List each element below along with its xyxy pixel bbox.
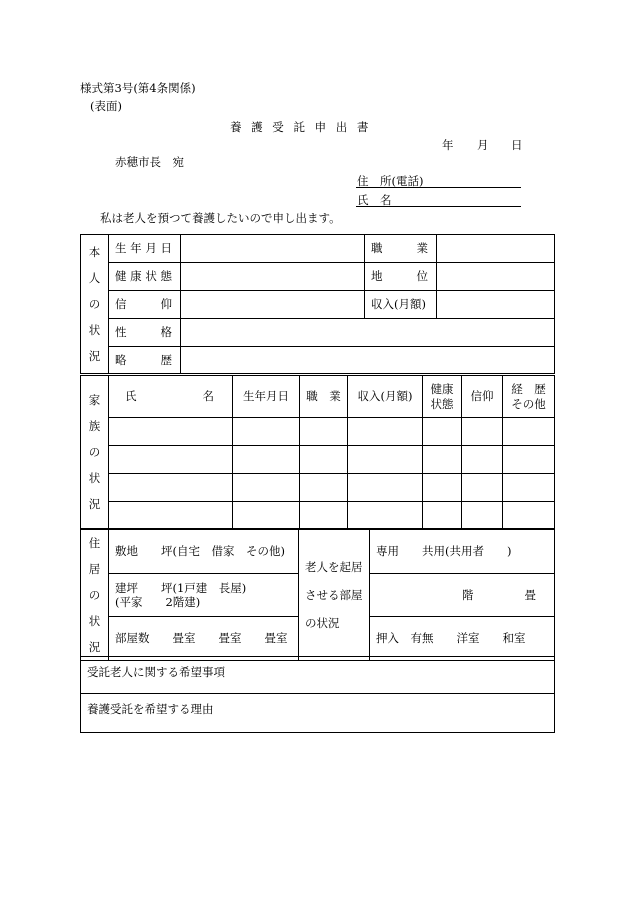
field-health [181, 263, 365, 291]
label-personality: 性 格 [109, 319, 181, 347]
label-position: 地 位 [365, 263, 437, 291]
name-label: 氏 名 [357, 193, 392, 207]
header-occupation: 職 業 [300, 376, 348, 418]
date-month: 月 [477, 138, 489, 152]
address-label: 住 所(電話) [357, 174, 424, 188]
wishes-field: 受託老人に関する希望事項 [81, 657, 555, 694]
room-floor-tatami: 階 畳 [370, 573, 555, 617]
family-row [81, 418, 555, 446]
header-faith: 信仰 [462, 376, 503, 418]
statement: 私は老人を預つて養護したいので申し出ます。 [100, 211, 341, 225]
header-health: 健康 状態 [423, 376, 462, 418]
building-area: 建坪 坪(1戸建 長屋) (平家 2階建) [109, 573, 299, 617]
header-birth-date: 生年月日 [233, 376, 300, 418]
room-condition-label: 老人を起居 させる部屋 の状況 [299, 530, 370, 661]
header-name: 氏 名 [109, 376, 233, 418]
label-history: 略 歴 [109, 347, 181, 374]
housing-section-label: 住 居 の 状 況 [81, 530, 109, 661]
room-use: 専用 共用(共用者 ) [370, 530, 555, 574]
family-section-label: 家 族 の 状 況 [81, 376, 109, 529]
person-section-label: 本 人 の 状 況 [81, 235, 109, 374]
label-birth-date: 生年月日 [109, 235, 181, 263]
reason-field: 養護受託を希望する理由 [81, 694, 555, 733]
label-faith: 信 仰 [109, 291, 181, 319]
form-number: 様式第3号(第4条関係) [80, 81, 196, 95]
family-row [81, 446, 555, 474]
form-side: (表面) [90, 99, 122, 113]
form-title: 養 護 受 託 申 出 書 [230, 120, 372, 134]
room-count: 部屋数 畳室 畳室 畳室 [109, 617, 299, 661]
person-section-table [80, 234, 555, 374]
family-row [81, 502, 555, 529]
field-faith [181, 291, 365, 319]
header-history: 経 歴 その他 [503, 376, 555, 418]
field-occupation [437, 235, 555, 263]
header-income: 収入(月額) [348, 376, 423, 418]
field-income [437, 291, 555, 319]
closet-room-type: 押入 有無 洋室 和室 [370, 617, 555, 661]
address-line [356, 187, 521, 188]
field-position [437, 263, 555, 291]
family-section-table [80, 375, 555, 529]
housing-section-table [80, 529, 555, 661]
family-row [81, 474, 555, 502]
field-history [181, 347, 555, 374]
date-day: 日 [511, 138, 523, 152]
wishes-reason-table [80, 656, 555, 733]
label-health: 健康状態 [109, 263, 181, 291]
field-birth-date [181, 235, 365, 263]
date-year: 年 [442, 138, 454, 152]
label-income: 収入(月額) [365, 291, 437, 319]
field-personality [181, 319, 555, 347]
name-line [356, 206, 521, 207]
site-area: 敷地 坪(自宅 借家 その他) [109, 530, 299, 574]
addressee: 赤穂市長 宛 [115, 155, 184, 169]
label-occupation: 職 業 [365, 235, 437, 263]
